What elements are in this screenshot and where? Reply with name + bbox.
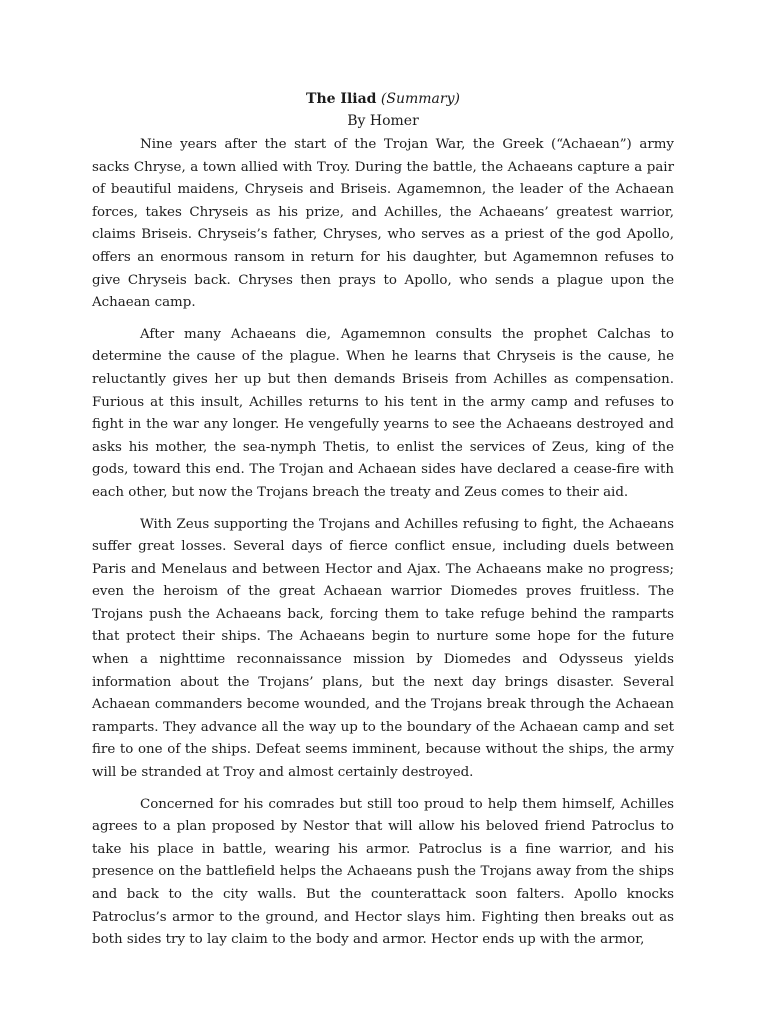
document-author: By Homer — [347, 113, 419, 129]
document-page — [92, 88, 674, 961]
paragraph-3: With Zeus supporting the Trojans and Achilles refusing to fight, the Achaeans suffer great losses. Several days of fierce conflict ensue, including duels between Paris and Menelaus and between Hector and Ajax. The Achaeans make no progress; even the heroism of the great Achaean warrior Diomedes proves fruitless. The Trojans push the Achaeans back, forcing them to take refuge behind the ramparts that protect their ships. The Achaeans begin to nurture some hope for the future when a nighttime reconnaissance mission by Diomedes and Odysseus yields information about the Trojans’ plans, but the next day brings disaster. Several Achaean commanders become wounded, and the Trojans break through the Achaean ramparts. They advance all the way up to the boundary of the Achaean camp and set fire to one of the ships. Defeat seems imminent, because without the ships, the army will be stranded at Troy and almost certainly destroyed. — [92, 516, 674, 781]
paragraph-2: After many Achaeans die, Agamemnon consults the prophet Calchas to determine the cause of the plague. When he learns that Chryseis is the cause, he reluctantly gives her up but then demands Briseis from Achilles as compensation. Furious at this insult, Achilles returns to his tent in the army camp and refuses to fight in the war any longer. He vengefully yearns to see the Achaeans destroyed and asks his mother, the sea-nymph Thetis, to enlist the services of Zeus, king of the gods, toward this end. The Trojan and Achaean sides have declared a cease-fire with each other, but now the Trojans breach the treaty and Zeus comes to their aid. — [92, 326, 674, 500]
subtitle-text: (Summary) — [380, 91, 460, 107]
paragraph-1: Nine years after the start of the Trojan War, the Greek (“Achaean”) army sacks Chryse, a town allied with Troy. During the battle, the Achaeans capture a pair of beautiful maidens, Chryseis and Briseis. Agamemnon, the leader of the Achaean forces, takes Chryseis as his prize, and Achilles, the Achaeans’ greatest warrior, claims Briseis. Chryseis’s father, Chryses, who serves as a priest of the god Apollo, offers an enormous ransom in return for his daughter, but Agamemnon refuses to give Chryseis back. Chryses then prays to Apollo, who sends a plague upon the Achaean camp. — [92, 137, 674, 311]
title-text: The Iliad — [306, 91, 377, 107]
paragraph-4: Concerned for his comrades but still too proud to help them himself, Achilles agrees to a plan proposed by Nestor that will allow his beloved friend Patroclus to take his place in battle, wearing his armor. Patroclus is a fine warrior, and his presence on the battlefield helps the Achaeans push the Trojans away from the ships and back to the city walls. But the counterattack soon falters. Apollo knocks Patroclus’s armor to the ground, and Hector slays him. Fighting then breaks out as both sides try to lay claim to the body and armor. Hector ends up with the armor, — [92, 796, 674, 948]
document-title — [92, 88, 674, 110]
